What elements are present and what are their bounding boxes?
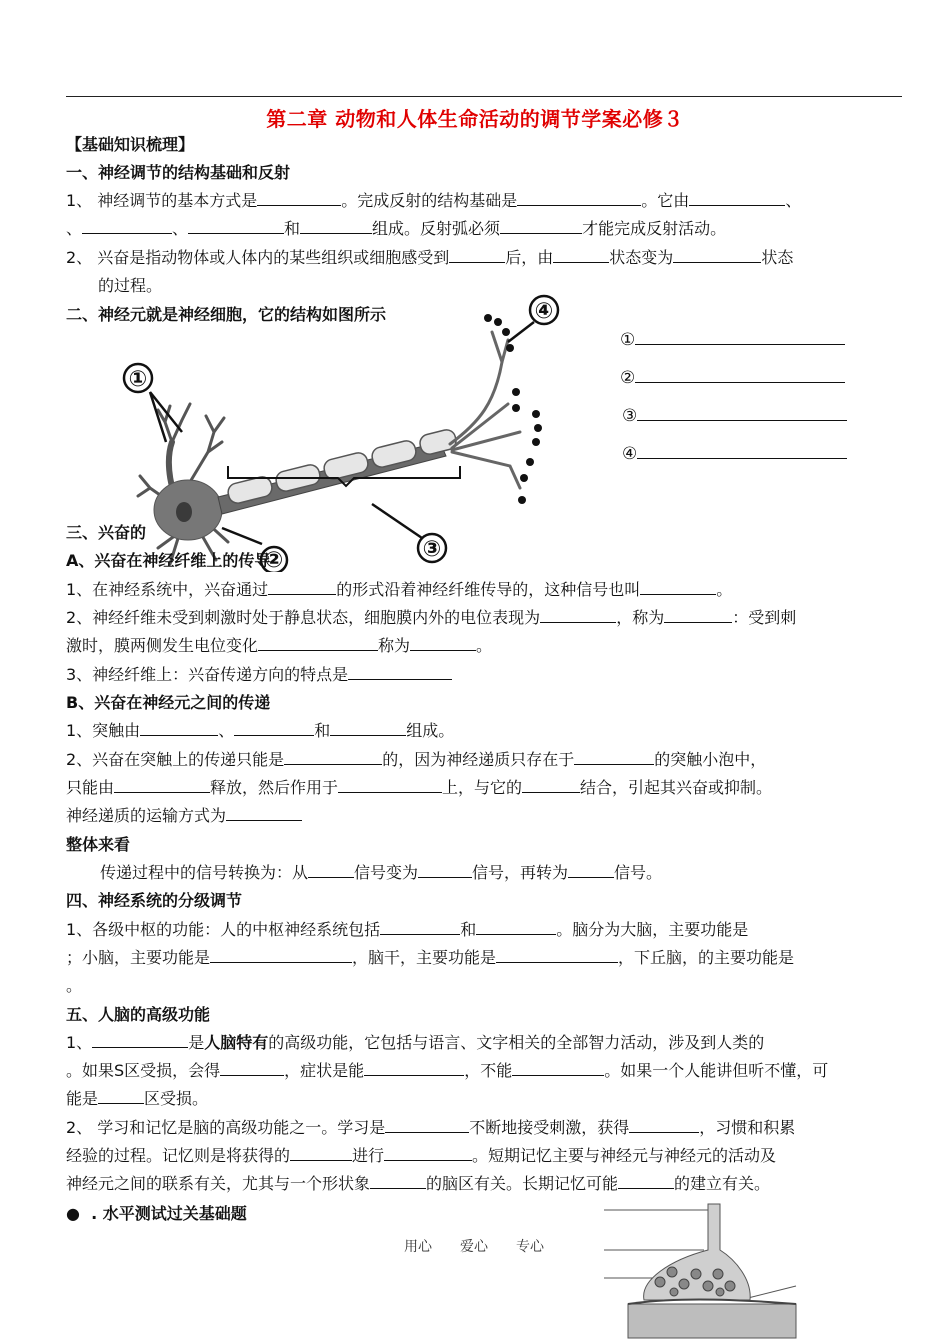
s3-b2-line2: 只能由 释放，然后作用于 上，与它的 结合，引起其兴奋或抑制。: [66, 778, 773, 797]
s3-a2-line2: 激时，膜两侧发生电位变化 称为 。: [66, 636, 493, 655]
footer: 用心 爱心 专心: [404, 1239, 544, 1255]
s4-line2: ；小脑，主要功能是 ，脑干，主要功能是 ，下丘脑，的主要功能是: [66, 948, 795, 967]
section-header: 【基础知识梳理】: [66, 135, 195, 154]
s5-heading: 五、人脑的高级功能: [66, 1005, 211, 1024]
figure-number: ④: [534, 299, 554, 324]
figure-number: ③: [422, 537, 442, 562]
s1-q1-line2: 、 、 和 组成。反射弧必须 才能完成反射活动。: [66, 219, 727, 238]
s3-b-heading: B、兴奋在神经元之间的传递: [66, 693, 271, 712]
s5-line5: 经验的过程。记忆则是将获得的 进行 。短期记忆主要与神经元与神经元的活动及: [66, 1146, 777, 1165]
s3-b2-line1: 2、兴奋在突触上的传递只能是 的，因为神经递质只存在于 的突触小泡中，: [66, 750, 767, 769]
s3-a1: 1、在神经系统中，兴奋通过 的形式沿着神经纤维传导的，这种信号也叫 。: [66, 580, 733, 599]
s1-q2-line2: 的过程。: [98, 276, 163, 295]
s4-line1: 1、各级中枢的功能：人的中枢神经系统包括 和 。脑分为大脑，主要功能是: [66, 920, 749, 939]
page-title: 第二章 动物和人体生命活动的调节学案必修３: [266, 107, 684, 131]
s3-b1: 1、突触由 、 和 组成。: [66, 721, 455, 740]
s3-a-heading: A、兴奋在神经纤维上的传导: [66, 551, 271, 570]
s3-b2-line3: 神经递质的运输方式为: [66, 803, 302, 826]
s1-q2-line1: 2、 兴奋是指动物体或人体内的某些组织或细胞感受到 后，由 状态变为 状态: [66, 248, 794, 267]
overall-heading: 整体来看: [66, 835, 131, 854]
s5-line4: 2、 学习和记忆是脑的高级功能之一。学习是 不断地接受刺激，获得 ，习惯和积累: [66, 1118, 796, 1137]
s3-a3: 3、神经纤维上：兴奋传递方向的特点是: [66, 662, 452, 685]
overall-line: 传递过程中的信号转换为：从 信号变为 信号，再转为 信号。: [100, 863, 663, 882]
s2-heading: 二、神经元就是神经细胞，它的结构如图所示: [66, 305, 387, 324]
s4-line3: 。: [66, 976, 83, 995]
figure-number: ①: [128, 367, 148, 392]
figure-label: ③: [622, 406, 847, 426]
top-rule: [66, 96, 902, 97]
s1-q1-line1: 1、 神经调节的基本方式是 。完成反射的结构基础是 。它由 、: [66, 191, 802, 210]
synapse-diagram: [600, 1200, 800, 1342]
figure-label: ④: [622, 444, 847, 464]
figure-label: ②: [620, 368, 845, 388]
neuron-diagram: [110, 292, 590, 572]
s1-heading: 一、神经调节的结构基础和反射: [66, 163, 291, 182]
s3-heading: 三、兴奋的: [66, 523, 147, 542]
figure-label: ①: [620, 330, 845, 350]
s3-a2-line1: 2、神经纤维未受到刺激时处于静息状态，细胞膜内外的电位表现为 ，称为 ：受到刺: [66, 608, 797, 627]
s5-line1: 1、 是人脑特有的高级功能，它包括与语言、文字相关的全部智力活动，涉及到人类的: [66, 1033, 765, 1052]
s5-line6: 神经元之间的联系有关，尤其与一个形状象 的脑区有关。长期记忆可能 的建立有关。: [66, 1174, 771, 1193]
s4-heading: 四、神经系统的分级调节: [66, 891, 243, 910]
test-heading: ● . 水平测试过关基础题: [66, 1204, 247, 1223]
s5-line3: 能是 区受损。: [66, 1089, 209, 1108]
figure-number: ②: [264, 548, 284, 572]
s5-line2: 。如果S区受损，会得 ，症状是能 ，不能 。如果一个人能讲但听不懂，可: [66, 1061, 829, 1080]
